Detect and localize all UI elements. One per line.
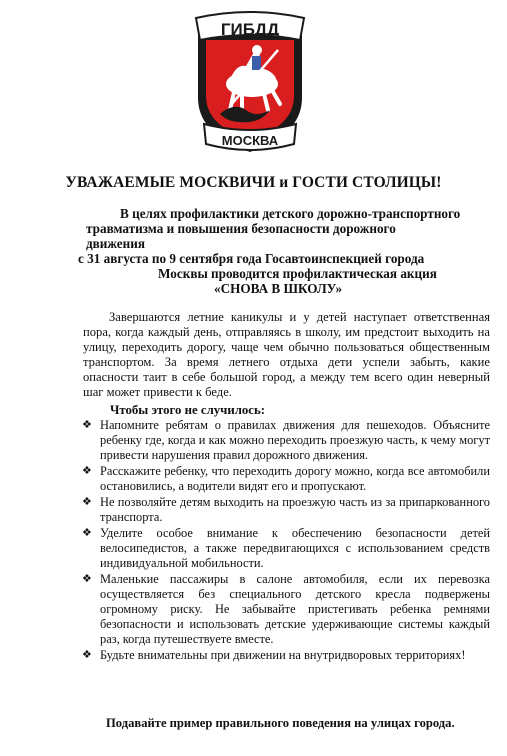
page-title: УВАЖАЕМЫЕ МОСКВИЧИ и ГОСТИ СТОЛИЦЫ! xyxy=(65,174,442,191)
intro-line: В целях профилактики детского дорожно-транспортного xyxy=(120,206,461,221)
diamond-bullet-icon: ❖ xyxy=(82,527,92,539)
tip-text: Уделите особое внимание к обеспечению безопасности детей велосипедистов, а также передвигающихся с использованием средств индивидуальной мобильности. xyxy=(100,526,490,570)
diamond-bullet-icon: ❖ xyxy=(82,573,92,585)
emblem-top-text: ГИБДД xyxy=(220,20,280,39)
intro-line: движения xyxy=(86,236,145,251)
tip-text: Маленькие пассажиры в салоне автомобиля, если их перевозка осуществляется без специального детского кресла подвержены огромному риску. Не забывайте пристегивать ребенка ремнями безопасности и использовать детские удерживающие системы каждый раз, когда путешествуете вместе. xyxy=(100,572,490,646)
intro-paragraph xyxy=(83,310,490,400)
tip-text: Напомните ребятам о правилах движения для пешеходов. Объясните ребенку где, когда и как можно переходить проезжую часть, к чему могут привести нарушения правил дорожного движения. xyxy=(100,418,490,462)
gibdd-moscow-emblem xyxy=(190,6,310,156)
intro-dates: с 31 августа по 9 сентября года Госавтоинспекцией города xyxy=(78,251,425,266)
list-item xyxy=(80,648,490,663)
campaign-name: «СНОВА В ШКОЛУ» xyxy=(214,281,343,296)
paragraph-text: Завершаются летние каникулы и у детей наступает ответственная пора, когда каждый день, отправляясь в школу, им предстоит выходить на улицу, переходить дорогу, чаще чем обычно пользоваться общественным транспортом. За время летнего отдыха дети успели забыть, какие опасности таит в себе большой город, а между тем всего один неверный шаг может привести к беде. xyxy=(83,310,490,399)
tip-text: Не позволяйте детям выходить на проезжую часть из за припаркованного транспорта. xyxy=(100,495,490,524)
diamond-bullet-icon: ❖ xyxy=(82,649,92,661)
list-item xyxy=(80,464,490,494)
intro-line: травматизма и повышения безопасности дорожного xyxy=(86,221,396,236)
footer-note: Подавайте пример правильного поведения на улицах города. xyxy=(106,716,455,730)
diamond-bullet-icon: ❖ xyxy=(82,496,92,508)
prevent-heading: Чтобы этого не случилось: xyxy=(110,403,266,417)
list-item xyxy=(80,572,490,647)
diamond-bullet-icon: ❖ xyxy=(82,465,92,477)
diamond-bullet-icon: ❖ xyxy=(82,419,92,431)
tip-text: Будьте внимательны при движении на внутридворовых территориях! xyxy=(100,648,466,662)
intro-block xyxy=(78,206,498,296)
intro-line: Москвы проводится профилактическая акция xyxy=(158,266,437,281)
list-item xyxy=(80,495,490,525)
tip-text: Расскажите ребенку, что переходить дорогу можно, когда все автомобили остановились, а водители видят его и пропускают. xyxy=(100,464,490,493)
tips-list xyxy=(80,418,490,664)
list-item xyxy=(80,418,490,463)
emblem-bottom-text: МОСКВА xyxy=(221,133,279,148)
list-item xyxy=(80,526,490,571)
